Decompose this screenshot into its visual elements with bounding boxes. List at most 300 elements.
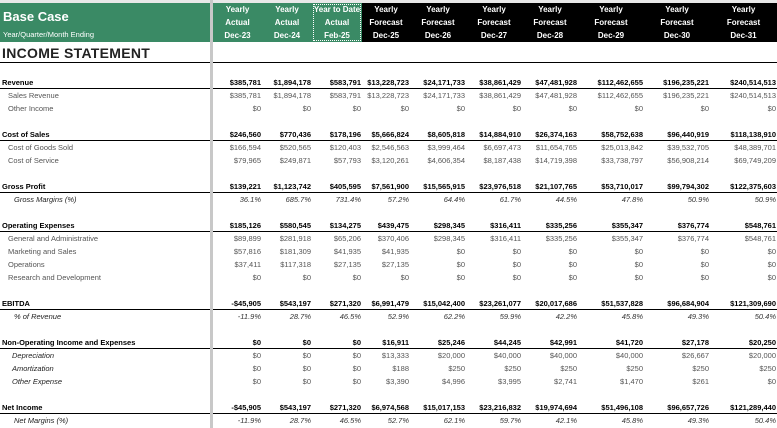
cell-value[interactable]: $3,995 bbox=[498, 377, 521, 386]
cell-value[interactable]: $385,781 bbox=[229, 78, 261, 87]
column-header-line: Forecast bbox=[421, 18, 455, 27]
cell-value[interactable]: $166,594 bbox=[229, 143, 261, 152]
cell-value[interactable]: $96,657,726 bbox=[667, 403, 709, 412]
row-label: Other Income bbox=[8, 104, 54, 113]
blank-row bbox=[0, 284, 777, 297]
table-row-cost-of-sales bbox=[0, 128, 777, 141]
cell-value[interactable]: $21,107,765 bbox=[535, 182, 577, 191]
cell-value[interactable]: $0 bbox=[456, 273, 465, 282]
cell-value[interactable]: $56,908,214 bbox=[667, 156, 709, 165]
cell-value[interactable]: $240,514,513 bbox=[730, 91, 776, 100]
cell-value[interactable]: $0 bbox=[302, 338, 311, 347]
column-header-dec-31[interactable] bbox=[710, 3, 777, 42]
table-row-non-operating-income-and-expenses bbox=[0, 336, 777, 349]
cell-value[interactable]: $1,470 bbox=[620, 377, 643, 386]
table-row-gross-margins bbox=[0, 193, 777, 206]
cell-value[interactable]: $44,245 bbox=[493, 338, 521, 347]
cell-value[interactable]: $0 bbox=[568, 260, 577, 269]
cell-value[interactable]: $25,246 bbox=[437, 338, 465, 347]
cell-value[interactable]: $543,197 bbox=[279, 403, 311, 412]
cell-value[interactable]: $0 bbox=[634, 104, 643, 113]
page-title: INCOME STATEMENT bbox=[2, 45, 151, 61]
period-label: Year/Quarter/Month Ending bbox=[3, 30, 95, 39]
cell-value[interactable]: $122,375,603 bbox=[730, 182, 776, 191]
cell-value[interactable]: $583,791 bbox=[329, 91, 361, 100]
cell-value[interactable]: $335,256 bbox=[545, 234, 577, 243]
column-header-line: Actual bbox=[274, 18, 300, 27]
row-label: Cost of Sales bbox=[2, 130, 50, 139]
cell-value[interactable]: $0 bbox=[767, 377, 776, 386]
cell-value[interactable]: $20,000 bbox=[437, 351, 465, 360]
column-header-line: Forecast bbox=[369, 18, 403, 27]
cell-value[interactable]: $370,406 bbox=[377, 234, 409, 243]
cell-value[interactable]: $0 bbox=[302, 377, 311, 386]
column-header-dec-27[interactable] bbox=[466, 3, 522, 42]
column-header-line: Year to Date bbox=[313, 5, 361, 14]
row-label: Depreciation bbox=[12, 351, 55, 360]
cell-value[interactable]: $316,411 bbox=[490, 221, 521, 230]
cell-value[interactable]: $0 bbox=[352, 338, 361, 347]
cell-value[interactable]: 46.5% bbox=[339, 312, 361, 321]
cell-value[interactable]: $0 bbox=[302, 273, 311, 282]
blank-row bbox=[0, 115, 777, 128]
blank-row bbox=[0, 167, 777, 180]
blank-row bbox=[0, 206, 777, 219]
cell-value[interactable]: $178,196 bbox=[329, 130, 361, 139]
table-row-cost-of-service bbox=[0, 154, 777, 167]
table-row--of-revenue bbox=[0, 310, 777, 323]
cell-value[interactable]: $543,197 bbox=[279, 299, 311, 308]
cell-value[interactable]: 49.3% bbox=[687, 312, 709, 321]
cell-value[interactable]: $0 bbox=[568, 247, 577, 256]
scenario-title: Base Case bbox=[3, 9, 69, 24]
cell-value[interactable]: $0 bbox=[252, 273, 261, 282]
cell-value[interactable]: $250 bbox=[560, 364, 577, 373]
cell-value[interactable]: 64.4% bbox=[443, 195, 465, 204]
cell-value[interactable]: $580,545 bbox=[279, 221, 311, 230]
table-row-net-margins bbox=[0, 414, 777, 427]
cell-value[interactable]: $250 bbox=[759, 364, 776, 373]
cell-value[interactable]: $47,481,928 bbox=[535, 91, 577, 100]
cell-value[interactable]: $3,999,464 bbox=[427, 143, 465, 152]
cell-value[interactable]: $57,793 bbox=[333, 156, 361, 165]
cell-value[interactable]: $0 bbox=[352, 273, 361, 282]
cell-value[interactable]: 52.7% bbox=[387, 416, 409, 425]
table-row-other-income bbox=[0, 102, 777, 115]
row-label: Gross Margins (%) bbox=[14, 195, 77, 204]
cell-value[interactable]: $1,894,178 bbox=[273, 91, 311, 100]
cell-value[interactable]: 28.7% bbox=[289, 416, 311, 425]
cell-value[interactable]: $40,000 bbox=[549, 351, 577, 360]
cell-value[interactable]: 46.5% bbox=[339, 416, 361, 425]
cell-value[interactable]: $0 bbox=[352, 377, 361, 386]
cell-value[interactable]: $0 bbox=[252, 364, 261, 373]
cell-value[interactable]: $249,871 bbox=[279, 156, 311, 165]
column-header-line: Dec-26 bbox=[424, 31, 452, 40]
blank-row bbox=[0, 63, 777, 76]
cell-value[interactable]: $40,000 bbox=[493, 351, 521, 360]
cell-value[interactable]: $196,235,221 bbox=[663, 78, 709, 87]
cell-value[interactable]: 62.2% bbox=[443, 312, 465, 321]
row-label: Revenue bbox=[2, 78, 34, 87]
cell-value[interactable]: $41,720 bbox=[615, 338, 643, 347]
cell-value[interactable]: $0 bbox=[634, 260, 643, 269]
cell-value[interactable]: $0 bbox=[456, 104, 465, 113]
cell-value[interactable]: $520,565 bbox=[279, 143, 311, 152]
cell-value[interactable]: $40,000 bbox=[615, 351, 643, 360]
cell-value[interactable]: $250 bbox=[692, 364, 709, 373]
column-header-line: Yearly bbox=[731, 5, 756, 14]
cell-value[interactable]: $196,235,221 bbox=[663, 91, 709, 100]
row-label: Non-Operating Income and Expenses bbox=[2, 338, 136, 347]
cell-value[interactable]: $51,537,828 bbox=[601, 299, 643, 308]
cell-value[interactable]: $20,017,686 bbox=[535, 299, 577, 308]
cell-value[interactable]: $405,595 bbox=[329, 182, 361, 191]
cell-value[interactable]: -11.9% bbox=[237, 416, 261, 425]
cell-value[interactable]: $27,178 bbox=[681, 338, 709, 347]
cell-value[interactable]: $42,991 bbox=[549, 338, 577, 347]
cell-value[interactable]: $58,752,638 bbox=[601, 130, 643, 139]
column-header-line: Dec-28 bbox=[536, 31, 564, 40]
cell-value[interactable]: $24,171,733 bbox=[423, 91, 465, 100]
cell-value[interactable]: $99,794,302 bbox=[667, 182, 709, 191]
blank-row bbox=[0, 388, 777, 401]
cell-value[interactable]: $0 bbox=[512, 260, 521, 269]
cell-value[interactable]: $0 bbox=[252, 377, 261, 386]
cell-value[interactable]: $0 bbox=[512, 247, 521, 256]
table-row-depreciation bbox=[0, 349, 777, 362]
cell-value[interactable]: $118,138,910 bbox=[730, 130, 776, 139]
cell-value[interactable]: $38,861,429 bbox=[479, 78, 521, 87]
cell-value[interactable]: 52.9% bbox=[387, 312, 409, 321]
column-header-line: Dec-29 bbox=[597, 31, 625, 40]
column-header-line: Dec-23 bbox=[224, 31, 251, 40]
cell-value[interactable]: $8,187,438 bbox=[483, 156, 521, 165]
column-header-line: Dec-25 bbox=[372, 31, 400, 40]
column-header-line: Dec-30 bbox=[663, 31, 691, 40]
cell-value[interactable]: $121,309,690 bbox=[730, 299, 776, 308]
cell-value[interactable]: $0 bbox=[512, 104, 521, 113]
cell-value[interactable]: -11.9% bbox=[237, 312, 261, 321]
column-header-line: Yearly bbox=[225, 5, 250, 14]
column-header-dec-30[interactable] bbox=[644, 3, 710, 42]
cell-value[interactable]: 50.9% bbox=[687, 195, 709, 204]
cell-value[interactable]: $4,606,354 bbox=[427, 156, 465, 165]
cell-value[interactable]: $41,935 bbox=[381, 247, 409, 256]
column-header-dec-29[interactable] bbox=[578, 3, 644, 42]
row-label: Research and Development bbox=[8, 273, 101, 282]
cell-value[interactable]: $250 bbox=[626, 364, 643, 373]
cell-value[interactable]: $41,935 bbox=[333, 247, 361, 256]
cell-value[interactable]: $37,411 bbox=[234, 260, 261, 269]
cell-value[interactable]: $19,974,694 bbox=[535, 403, 577, 412]
cell-value[interactable]: $271,320 bbox=[329, 299, 361, 308]
cell-value[interactable]: $121,289,440 bbox=[730, 403, 776, 412]
cell-value[interactable]: $0 bbox=[252, 104, 261, 113]
cell-value[interactable]: $0 bbox=[252, 338, 261, 347]
cell-value[interactable]: $53,710,017 bbox=[601, 182, 643, 191]
cell-value[interactable]: $0 bbox=[634, 247, 643, 256]
column-header-dec-24[interactable] bbox=[262, 3, 312, 42]
cell-value[interactable]: $1,894,178 bbox=[273, 78, 311, 87]
cell-value[interactable]: $134,275 bbox=[329, 221, 361, 230]
cell-value[interactable]: $355,347 bbox=[611, 234, 643, 243]
column-header-line: Dec-24 bbox=[273, 31, 301, 40]
table-row-amortization bbox=[0, 362, 777, 375]
row-label: Operations bbox=[8, 260, 45, 269]
cell-value[interactable]: $0 bbox=[700, 260, 709, 269]
cell-value[interactable]: $4,996 bbox=[442, 377, 465, 386]
cell-value[interactable]: $0 bbox=[302, 351, 311, 360]
cell-value[interactable]: $13,228,723 bbox=[367, 91, 409, 100]
cell-value[interactable]: 45.8% bbox=[621, 312, 643, 321]
cell-value[interactable]: $0 bbox=[568, 104, 577, 113]
cell-value[interactable]: $298,345 bbox=[433, 234, 465, 243]
column-header-line: Yearly bbox=[482, 5, 506, 14]
cell-value[interactable]: 44.5% bbox=[555, 195, 577, 204]
cell-value[interactable]: 61.7% bbox=[499, 195, 521, 204]
cell-value[interactable]: $376,774 bbox=[677, 234, 709, 243]
cell-value[interactable]: $16,911 bbox=[382, 338, 409, 347]
cell-value[interactable]: $0 bbox=[512, 273, 521, 282]
cell-value[interactable]: $0 bbox=[767, 273, 776, 282]
row-label: Gross Profit bbox=[2, 182, 46, 191]
cell-value[interactable]: $2,741 bbox=[554, 377, 577, 386]
cell-value[interactable]: 50.4% bbox=[754, 416, 776, 425]
cell-value[interactable]: $0 bbox=[352, 364, 361, 373]
cell-value[interactable]: $38,861,429 bbox=[479, 91, 521, 100]
cell-value[interactable]: $27,135 bbox=[381, 260, 409, 269]
row-label: Cost of Goods Sold bbox=[8, 143, 74, 152]
cell-value[interactable]: $15,042,400 bbox=[423, 299, 465, 308]
row-label: Cost of Service bbox=[8, 156, 59, 165]
cell-value[interactable]: $33,738,797 bbox=[601, 156, 643, 165]
cell-value[interactable]: $117,318 bbox=[280, 260, 311, 269]
cell-value[interactable]: $0 bbox=[352, 104, 361, 113]
cell-value[interactable]: $0 bbox=[252, 351, 261, 360]
cell-value[interactable]: $8,605,818 bbox=[427, 130, 465, 139]
row-label: General and Administrative bbox=[8, 234, 99, 243]
income-statement-table bbox=[0, 63, 777, 427]
cell-value[interactable]: $15,565,915 bbox=[423, 182, 465, 191]
cell-value[interactable]: $0 bbox=[568, 273, 577, 282]
cell-value[interactable]: $770,436 bbox=[279, 130, 311, 139]
cell-value[interactable]: $548,761 bbox=[744, 221, 776, 230]
cell-value[interactable]: $316,411 bbox=[490, 234, 521, 243]
cell-value[interactable]: $5,666,824 bbox=[371, 130, 409, 139]
cell-value[interactable]: $1,123,742 bbox=[273, 182, 311, 191]
row-label: Marketing and Sales bbox=[8, 247, 77, 256]
cell-value[interactable]: $6,697,473 bbox=[483, 143, 521, 152]
table-row-sales-revenue bbox=[0, 89, 777, 102]
cell-value[interactable]: $20,000 bbox=[748, 351, 776, 360]
cell-value[interactable]: $69,749,209 bbox=[734, 156, 776, 165]
cell-value[interactable]: $26,374,163 bbox=[535, 130, 577, 139]
column-header-line: Feb-25 bbox=[324, 31, 350, 40]
cell-value[interactable]: $25,013,842 bbox=[601, 143, 643, 152]
cell-value[interactable]: $51,496,108 bbox=[601, 403, 643, 412]
cell-value[interactable]: 62.1% bbox=[443, 416, 465, 425]
cell-value[interactable]: $2,546,563 bbox=[371, 143, 409, 152]
cell-value[interactable]: 59.9% bbox=[499, 312, 521, 321]
column-header-line: Forecast bbox=[533, 18, 567, 27]
column-divider bbox=[210, 0, 213, 428]
cell-value[interactable]: 731.4% bbox=[335, 195, 361, 204]
row-label: Net Income bbox=[2, 403, 43, 412]
row-label: Net Margins (%) bbox=[14, 416, 69, 425]
cell-value[interactable]: 36.1% bbox=[239, 195, 261, 204]
column-header-dec-25[interactable] bbox=[362, 3, 410, 42]
cell-value[interactable]: $250 bbox=[504, 364, 521, 373]
column-header-dec-23[interactable] bbox=[213, 3, 262, 42]
cell-value[interactable]: $240,514,513 bbox=[730, 78, 776, 87]
cell-value[interactable]: $335,256 bbox=[545, 221, 577, 230]
cell-value[interactable]: $188 bbox=[392, 364, 409, 373]
cell-value[interactable]: $120,403 bbox=[329, 143, 361, 152]
cell-value[interactable]: $0 bbox=[302, 104, 311, 113]
table-row-gross-profit bbox=[0, 180, 777, 193]
cell-value[interactable]: -$45,905 bbox=[231, 403, 261, 412]
cell-value[interactable]: $13,333 bbox=[381, 351, 409, 360]
cell-value[interactable]: $24,171,733 bbox=[423, 78, 465, 87]
column-header-line: Yearly bbox=[426, 5, 450, 14]
cell-value[interactable]: $548,761 bbox=[744, 234, 776, 243]
cell-value[interactable]: $11,654,765 bbox=[535, 143, 577, 152]
cell-value[interactable]: 59.7% bbox=[499, 416, 521, 425]
cell-value[interactable]: -$45,905 bbox=[231, 299, 261, 308]
cell-value[interactable]: $0 bbox=[700, 247, 709, 256]
column-header-dec-28[interactable] bbox=[522, 3, 578, 42]
cell-value[interactable]: 49.3% bbox=[687, 416, 709, 425]
column-header-line: Actual bbox=[225, 18, 250, 27]
cell-value[interactable]: $0 bbox=[767, 260, 776, 269]
cell-value[interactable]: $79,965 bbox=[233, 156, 261, 165]
cell-value[interactable]: $20,250 bbox=[748, 338, 776, 347]
cell-value[interactable]: $385,781 bbox=[229, 91, 261, 100]
cell-value[interactable]: $246,560 bbox=[229, 130, 261, 139]
cell-value[interactable]: $0 bbox=[700, 104, 709, 113]
row-label: Amortization bbox=[12, 364, 54, 373]
cell-value[interactable]: $27,135 bbox=[333, 260, 361, 269]
cell-value[interactable]: $57,816 bbox=[233, 247, 261, 256]
cell-value[interactable]: $13,228,723 bbox=[367, 78, 409, 87]
cell-value[interactable]: 50.9% bbox=[754, 195, 776, 204]
cell-value[interactable]: $0 bbox=[634, 273, 643, 282]
cell-value[interactable]: $0 bbox=[700, 273, 709, 282]
table-row-revenue bbox=[0, 76, 777, 89]
cell-value[interactable]: $439,475 bbox=[377, 221, 409, 230]
column-header-feb-25[interactable] bbox=[312, 3, 362, 42]
column-header-line: Yearly bbox=[665, 5, 689, 14]
cell-value[interactable]: $139,221 bbox=[229, 182, 261, 191]
cell-value[interactable]: $6,991,479 bbox=[371, 299, 409, 308]
column-header-line: Yearly bbox=[374, 5, 398, 14]
cell-value[interactable]: 47.8% bbox=[621, 195, 643, 204]
cell-value[interactable]: $112,462,655 bbox=[597, 91, 643, 100]
cell-value[interactable]: $355,347 bbox=[611, 221, 643, 230]
cell-value[interactable]: $3,120,261 bbox=[371, 156, 409, 165]
cell-value[interactable]: $26,667 bbox=[681, 351, 709, 360]
cell-value[interactable]: $7,561,900 bbox=[371, 182, 409, 191]
cell-value[interactable]: $89,899 bbox=[233, 234, 261, 243]
cell-value[interactable]: $112,462,655 bbox=[597, 78, 643, 87]
cell-value[interactable]: 57.2% bbox=[387, 195, 409, 204]
cell-value[interactable]: $15,017,153 bbox=[423, 403, 465, 412]
cell-value[interactable]: $261 bbox=[692, 377, 709, 386]
cell-value[interactable]: $3,390 bbox=[386, 377, 409, 386]
cell-value[interactable]: 42.1% bbox=[555, 416, 577, 425]
column-header-line: Forecast bbox=[477, 18, 511, 27]
cell-value[interactable]: $376,774 bbox=[677, 221, 709, 230]
cell-value[interactable]: 28.7% bbox=[289, 312, 311, 321]
column-header-line: Yearly bbox=[599, 5, 623, 14]
cell-value[interactable]: $96,684,904 bbox=[667, 299, 709, 308]
table-row-operations bbox=[0, 258, 777, 271]
table-row-net-income bbox=[0, 401, 777, 414]
column-header-line: Yearly bbox=[538, 5, 562, 14]
cell-value[interactable]: $0 bbox=[400, 104, 409, 113]
cell-value[interactable]: 685.7% bbox=[285, 195, 311, 204]
cell-value[interactable]: $96,440,919 bbox=[667, 130, 709, 139]
cell-value[interactable]: $298,345 bbox=[433, 221, 465, 230]
cell-value[interactable]: $0 bbox=[767, 247, 776, 256]
row-label: Operating Expenses bbox=[2, 221, 75, 230]
column-header-line: Forecast bbox=[726, 18, 761, 27]
cell-value[interactable]: $23,976,518 bbox=[479, 182, 521, 191]
table-row-other-expense bbox=[0, 375, 777, 388]
cell-value[interactable]: $47,481,928 bbox=[535, 78, 577, 87]
table-row-operating-expenses bbox=[0, 219, 777, 232]
cell-value[interactable]: $48,389,701 bbox=[734, 143, 776, 152]
table-row-cost-of-goods-sold bbox=[0, 141, 777, 154]
table-row-research-and-development bbox=[0, 271, 777, 284]
column-header-line: Forecast bbox=[594, 18, 628, 27]
cell-value[interactable]: 42.2% bbox=[555, 312, 577, 321]
row-label: Other Expense bbox=[12, 377, 63, 386]
cell-value[interactable]: $0 bbox=[400, 273, 409, 282]
cell-value[interactable]: $14,719,398 bbox=[535, 156, 577, 165]
cell-value[interactable]: $181,309 bbox=[279, 247, 311, 256]
cell-value[interactable]: $23,216,832 bbox=[479, 403, 521, 412]
row-label: Sales Revenue bbox=[8, 91, 59, 100]
cell-value[interactable]: $23,261,077 bbox=[479, 299, 521, 308]
row-label: % of Revenue bbox=[14, 312, 62, 321]
cell-value[interactable]: $185,126 bbox=[229, 221, 261, 230]
cell-value[interactable]: $0 bbox=[302, 364, 311, 373]
cell-value[interactable]: $271,320 bbox=[329, 403, 361, 412]
cell-value[interactable]: $6,974,568 bbox=[371, 403, 409, 412]
column-header-dec-26[interactable] bbox=[410, 3, 466, 42]
cell-value[interactable]: $583,791 bbox=[329, 78, 361, 87]
cell-value[interactable]: $65,206 bbox=[333, 234, 361, 243]
cell-value[interactable]: 50.4% bbox=[754, 312, 776, 321]
cell-value[interactable]: $14,884,910 bbox=[479, 130, 521, 139]
cell-value[interactable]: $0 bbox=[767, 104, 776, 113]
column-header-line: Forecast bbox=[660, 18, 694, 27]
cell-value[interactable]: $0 bbox=[456, 260, 465, 269]
cell-value[interactable]: $0 bbox=[456, 247, 465, 256]
cell-value[interactable]: $281,918 bbox=[279, 234, 311, 243]
column-header-line: Dec-27 bbox=[480, 31, 508, 40]
column-header-line: Actual bbox=[324, 18, 350, 27]
cell-value[interactable]: 45.8% bbox=[621, 416, 643, 425]
cell-value[interactable]: $250 bbox=[448, 364, 465, 373]
table-row-ebitda bbox=[0, 297, 777, 310]
table-row-general-and-administrative bbox=[0, 232, 777, 245]
scenario-header bbox=[0, 3, 210, 42]
cell-value[interactable]: $39,532,705 bbox=[667, 143, 709, 152]
cell-value[interactable]: $0 bbox=[352, 351, 361, 360]
